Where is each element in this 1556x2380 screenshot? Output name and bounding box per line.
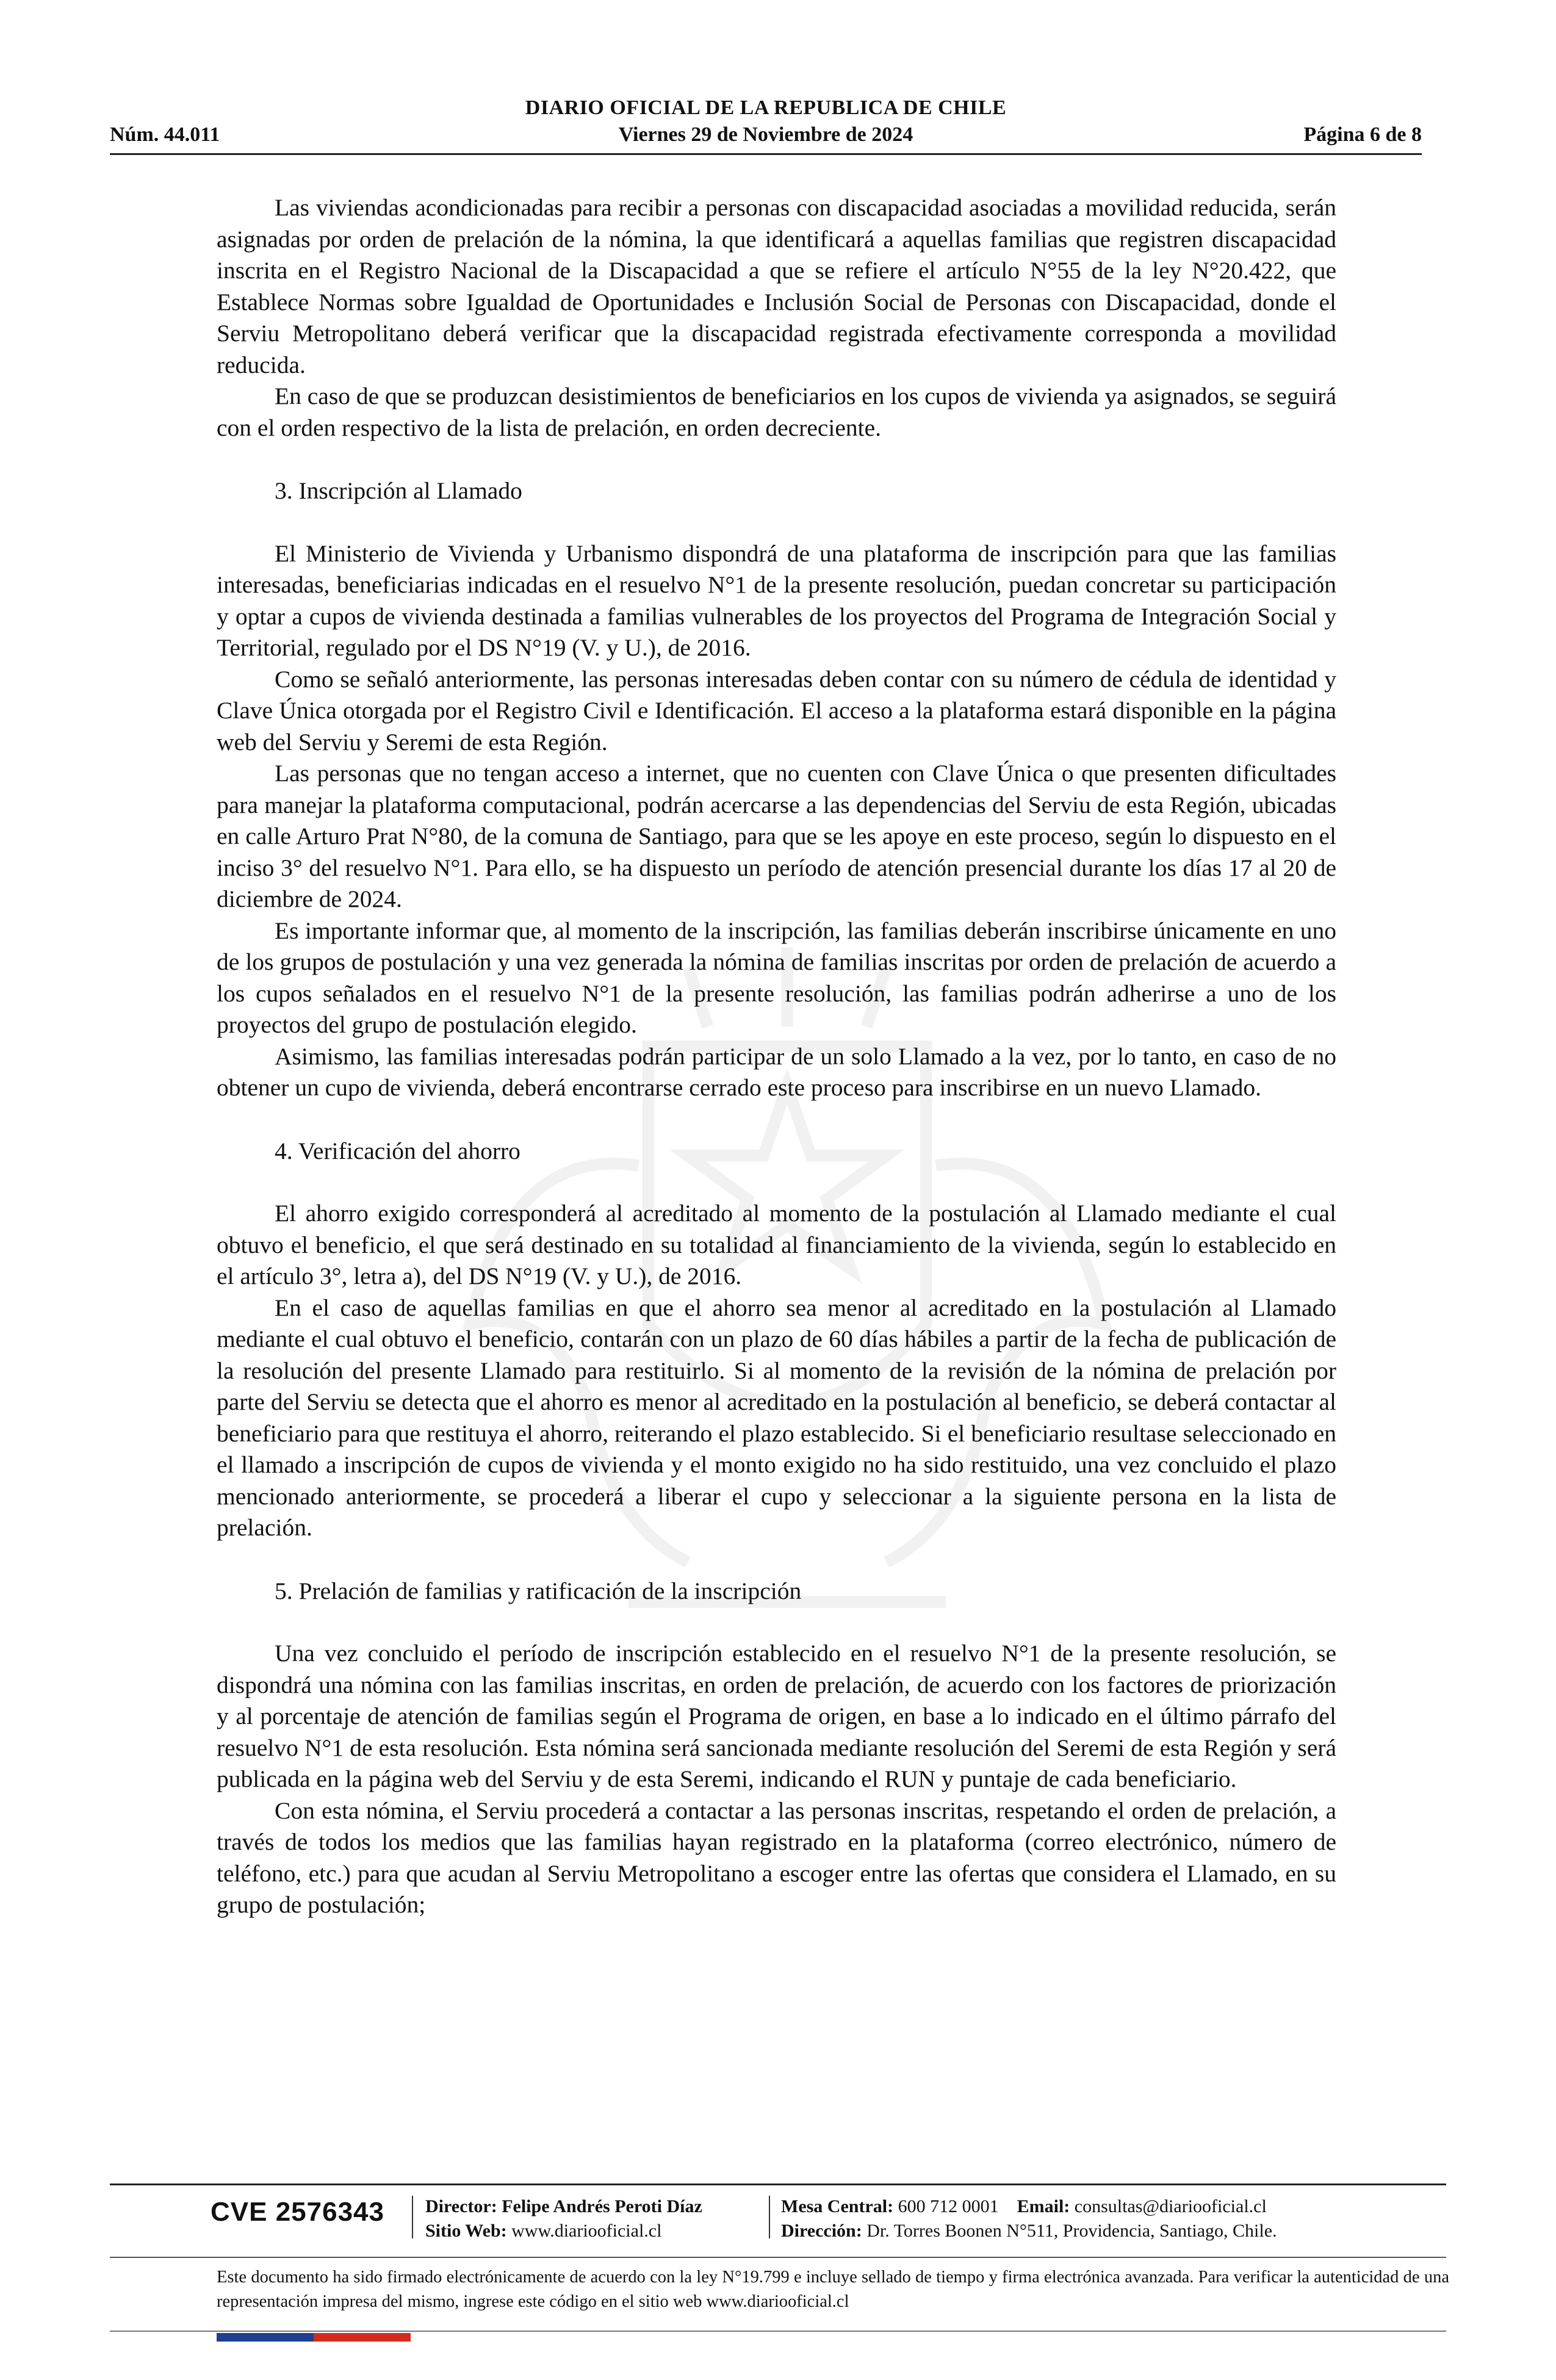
gazette-title: DIARIO OFICIAL DE LA REPUBLICA DE CHILE [525,96,1007,119]
footer-contact-block [781,2194,1277,2243]
flag-stripe [217,2333,411,2342]
footer-director-block [425,2194,702,2243]
cve-code: CVE 2576343 [211,2197,384,2227]
flag-blue-segment [217,2333,314,2342]
website-label: Sitio Web: [425,2221,507,2241]
paragraph: Las viviendas acondicionadas para recibir a personas con discapacidad asociadas a movilidad reducida, serán asignadas por orden de prelación de la nómina, la que identificará a aquellas familias que registren discapacidad inscrita en el Registro Nacional de la Discapacidad a que se refiere el artículo N°55 de la ley N°20.422, que Establece Normas sobre Igualdad de Oportunidades e Inclusión Social de Personas con Discapacidad, donde el Serviu Metropolitano deberá verificar que la discapacidad registrada efectivamente corresponda a movilidad reducida. [217,194,1336,378]
section-heading-inscripcion: 3. Inscripción al Llamado [275,477,522,504]
phone-number: 600 712 0001 [898,2196,999,2216]
page-footer [110,2183,1449,2367]
page-number: Página 6 de 8 [1303,123,1422,146]
footer-separator [412,2196,413,2238]
email-link[interactable]: consultas@diariooficial.cl [1074,2196,1267,2216]
paragraph: Una vez concluido el período de inscripción establecido en el resuelvo N°1 de la presente resolución, se dispondrá una nómina con las familias inscritas, en orden de prelación, de acuerdo con los factores de priorización y al porcentaje de atención de familias según el Programa de origen, en base a lo indicado en el último párrafo del resuelvo N°1 de esta resolución. Esta nómina será sancionada mediante resolución del Seremi de esta Región y será publicada en la página web del Serviu y de esta Seremi, indicando el RUN y puntaje de cada beneficiario. [217,1640,1336,1792]
footer-middle-divider [110,2257,1446,2258]
paragraph: Las personas que no tengan acceso a internet, que no cuenten con Clave Única o que presenten dificultades para manejar la plataforma computacional, podrán acercarse a las dependencias del Serviu de esta Región, ubicadas en calle Arturo Prat N°80, de la comuna de Santiago, para que se les apoye en este proceso, según lo dispuesto en el inciso 3° del resuelvo N°1. Para ello, se ha dispuesto un período de atención presencial durante los días 17 al 20 de diciembre de 2024. [217,760,1336,912]
director-label: Director: [425,2196,497,2216]
email-label: Email: [1017,2196,1070,2216]
paragraph: Con esta nómina, el Serviu procederá a contactar a las personas inscritas, respetando el orden de prelación, a través de todos los medios que las familias hayan registrado en la plataforma (correo electrónico, número de teléfono, etc.) para que acudan al Serviu Metropolitano a escoger entre las ofertas que considera el Llamado, en su grupo de postulación; [217,1797,1336,1918]
document-body [217,192,1336,1921]
issue-number: Núm. 44.011 [110,123,220,146]
paragraph: El Ministerio de Vivienda y Urbanismo dispondrá de una plataforma de inscripción para que las familias interesadas, beneficiarias indicadas en el resuelvo N°1 de la presente resolución, puedan concretar su participación y optar a cupos de vivienda destinada a familias vulnerables de los proyectos del Programa de Integración Social y Territorial, regulado por el DS N°19 (V. y U.), de 2016. [217,539,1336,661]
paragraph: Es importante informar que, al momento de la inscripción, las familias deberán inscribirse únicamente en uno de los grupos de postulación y una vez generada la nómina de familias inscritas por orden de prelación de acuerdo a los cupos señalados en el resuelvo N°1 de la presente resolución, las familias podrán adherirse a uno de los proyectos del grupo de postulación elegido. [217,917,1336,1038]
paragraph: En el caso de aquellas familias en que el ahorro sea menor al acreditado en la postulación al Llamado mediante el cual obtuvo el beneficio, contarán con un plazo de 60 días hábiles a partir de la fecha de publicación de la resolución del presente Llamado para restituirlo. Si al momento de la revisión de la nómina de prelación por parte del Serviu se detecta que el ahorro es menor al acreditado en la postulación al beneficio, se deberá contactar al beneficiario para que restituya el ahorro, reiterando el plazo establecido. Si el beneficiario resultase seleccionado en el llamado a inscripción de cupos de vivienda y el monto exigido no ha sido restituido, una vez concluido el plazo mencionado anteriormente, se procederá a liberar el cupo y seleccionar a la siguiente persona en la lista de prelación. [217,1294,1336,1541]
phone-label: Mesa Central: [781,2196,894,2216]
paragraph: En caso de que se produzcan desistimientos de beneficiarios en los cupos de vivienda ya asignados, se seguirá con el orden respectivo de la lista de prelación, en orden decreciente. [217,383,1336,441]
header-divider [110,153,1422,155]
address-text: Dr. Torres Boonen N°511, Providencia, Santiago, Chile. [866,2221,1277,2241]
address-label: Dirección: [781,2221,862,2241]
footer-separator [769,2196,770,2238]
flag-red-segment [314,2333,411,2342]
paragraph: Asimismo, las familias interesadas podrán participar de un solo Llamado a la vez, por lo tanto, en caso de no obtener un cupo de vivienda, deberá encontrarse cerrado este proceso para inscribirse en un nuevo Llamado. [217,1042,1336,1101]
paragraph: El ahorro exigido corresponderá al acreditado al momento de la postulación al Llamado mediante el cual obtuvo el beneficio, el que será destinado en su totalidad al financiamiento de la vivienda, según lo establecido en el artículo 3°, letra a), del DS N°19 (V. y U.), de 2016. [217,1200,1336,1289]
issue-date: Viernes 29 de Noviembre de 2024 [618,123,913,146]
footer-bottom-divider [110,2331,1446,2332]
page-header [110,92,1422,159]
director-name: Felipe Andrés Peroti Díaz [502,2196,702,2216]
footer-top-divider [110,2183,1446,2185]
paragraph: Como se señaló anteriormente, las personas interesadas deben contar con su número de cédula de identidad y Clave Única otorgada por el Registro Civil e Identificación. El acceso a la plataforma estará disponible en la página web del Serviu y Seremi de esta Región. [217,665,1336,755]
legal-note: Este documento ha sido firmado electrónicamente de acuerdo con la ley N°19.799 e incluye sellado de tiempo y firma electrónica avanzada. Para verificar la autenticidad de una representación impresa del mismo, ingrese este código en el sitio web www.diariooficial.cl [217,2268,1449,2311]
section-heading-prelacion: 5. Prelación de familias y ratificación de la inscripción [275,1577,802,1604]
website-link[interactable]: www.diariooficial.cl [511,2221,662,2241]
section-heading-ahorro: 4. Verificación del ahorro [275,1137,520,1164]
